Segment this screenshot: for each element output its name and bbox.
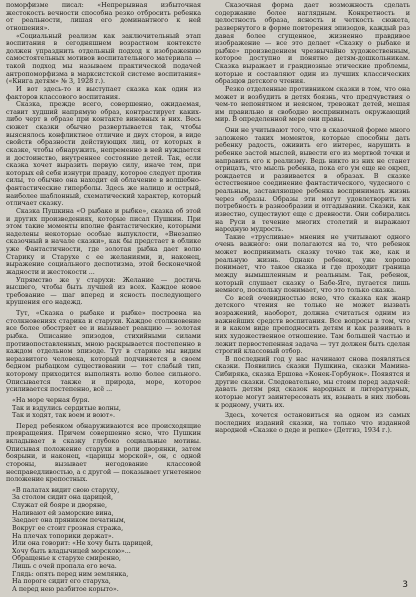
verse-line: Служат ей бояре и дворяне, [12, 501, 107, 509]
text-columns [6, 1, 410, 593]
verse-line: А перед нею разбитое корыто». [12, 584, 119, 593]
paragraph: Сказочная форма дает возможность сделать содержание более наглядным. Конкретность и целостность образа, ясность и четкость сюжета, развернутого в форме повторения эпизодов, каждый раз давая более сгущенное, жизненно правдивое изображение — все это делает «Сказку о рыбаке и рыбке» произведением чрезвычайно художественным, которое доступно и понятно детям-дошкольникам. Сказка выражает и грандиозные этические проблемы, которые и составляют один из лучших классических образцов детского чтения. [215, 1, 410, 86]
paragraph: поморфизме писал: «Непрерывная избыточная жестокость вечности способна резко отбросить ребенка от реальности, лишая его доминантного к ней отношения». [6, 1, 201, 32]
verse-line: Так и вздулись сердитые волны, [12, 403, 121, 412]
verse-line: Заедает она пряником печатным, [12, 516, 126, 525]
paragraph: Они не учитывают того, что в сказочной форме много заложено таких моментов, которые способны дать ребенку радость, оживить его интерес, нарушить в ребенке застой мыслей, вывести его из мертвой точки и направить его к реализму. Ведь никто из них не станет отрицать, что мысль ребенка, пока его ум еще не окреп, рождается и развивается в образах. В сказке естественное соединение фантастического, чудесного с реальным, заставляющее ребенка воспринимать жизнь через образы. Образы эти могут удовлетворить их потребность в разнообразии и отгадывании. Сказки, как известно, существуют еще с древности. Они собирались на Руси в течение многих столетий и выражают народную мудрость. [215, 126, 410, 234]
verse-line: На плечах топорики держат». [12, 531, 114, 540]
verse-line: «На море черная буря. [12, 395, 90, 404]
verse-line: За столом сидит она царицей, [12, 493, 114, 502]
verse-line: На пороге сидит его старуха, [12, 577, 111, 586]
paragraph: «Социальный реализм как заключительный этап воспитания в сегодняшнем возрастном контексте должен упразднить отдельный подход к изображению самостоятельных мотивов воспитательного материала — такой подход мы называем практической подачей антропоморфизма в марксистской системе воспитания» («Книга детям» № 3, 1928 г.). [6, 31, 201, 86]
verse-line: «В палатах видит свою старуху, [12, 485, 120, 494]
page-number: 3 [402, 580, 408, 590]
verse-line: Лишь с очей пропала его веча. [12, 562, 117, 570]
paragraph: Такие «трусливые» мнения не учитывают одного очень важного: они полагаются на то, что ребенок может воспринимать сказку точно так же, как и реальную жизнь. Однако ребенок, уже хорошо понимает, что такое сказка и где проходит граница между вымышленным и реальным. Так, ребенок, который слушает сказку о Бабе-Яге, пугается лишь немного, поскольку понимает, что это только сказка. [215, 232, 410, 295]
paragraph: В последний год у нас начинают снова появляться сказки. Появились сказки Пушкина, сказки Мамина-Сибиряка, сказка Ершова «Конек-Горбунок». Появятся и другие сказки. Следовательно, мы стоим перед задачей: давать детям ряд сказок народных и литературных, которые могут заинтересовать их, взывать в них любовь к родному, учить их. [215, 354, 410, 409]
verse-block [12, 397, 201, 420]
paragraph: Сказка Пушкина «О рыбаке и рыбке», сказка об этой и других произведениях, которые писал Пушкин. При этом такие моменты вполне фантастические, которыми наделены некоторые особые выпуклости, «Внезапно сказочный в начале сказки», как бы предстает в облике уже Фантастичности, где золотая рыбка дает волю Старику и Старухе с ее желаниями, и, наконец, выражение социального деспотизма, этой бесконечной жадности и жестокости ... [6, 206, 201, 276]
verse-line: Так и ходят, так воем и воют». [12, 411, 116, 420]
verse-line: Обращенье к старухе смиренно, [12, 554, 121, 563]
right-column [215, 2, 410, 582]
paragraph: Перед ребенком обнаруживаются все происходящие превращения. Причем совершенно ясно, что Пушкин вкладывает в сказку глубоко социальные мотивы. Описывая положение старухи в роли дворянки, затем боярыни, и наконец, «царицы морской», он, с одной стороны, вызывает негодование классовой несправедливостью, а с другой — показывает угнетенное положение крепостных. [6, 421, 201, 484]
paragraph: Со всей очевидностью ясно, что сказка как жанр детского чтения не только не может вызвать возражений, наоборот, должна считаться одним из важнейших средств воспитания. Все вопросы в том, что и в каком виде преподносить детям и как развивать в них художественное отношение. Там большей частью и лежит первостепенная задача — тут должен быть сделан строгий классовый отбор. [215, 293, 410, 356]
verse-block [12, 487, 201, 594]
left-column [6, 1, 201, 593]
paragraph: Резко отделенные противником сказки в том, что она может и возбудить в детях боязнь, что предчувствия о чем-то непонятном и неясном, тревожат детей, мешая им правильно и свободно воспринимать окружающий мир. В определенной мере они правы. [215, 84, 410, 124]
paragraph: Упрямство же у старухи: Желание — достичь высшего, чтобы быть лучшей из всех. Каждое новое требование — шаг вперед и ясность последующего крушения его надежд. [6, 275, 201, 307]
verse-line: Глядь: опять перед ним землянка, [12, 569, 129, 578]
paragraph: Сказка, прежде всего, совершенно, ожидаемая, ставит худший напрямую образ, контрастирует каких-либо черт в образе при контакте виновных в них. Весь сюжет сказки обычно развертывается так, чтобы выяснялось конфликтное отличие и двух сторон, в виде свойств образности действующих лиц, от которых в сказке, чтобы обнаружить, непременно в ней нуждается и достоинство, внутреннее состояние детей. Так, если сказка хочет выразить первую силу, иначе тем, при которых ей себя изнутри правду, которое следует против силы, то обычно она находит ей облачение в волшебно-фантастические гиперболы. Здесь же налицо и острый, наиболее шаблонный, схематический характер, который отличает сказку. [6, 100, 201, 208]
verse-line: Хочу быть владычицей морскою»... [12, 546, 131, 555]
paragraph: Здесь, хочется остановиться на одном из самых последних изданий сказки, на только что изданной народной «Сказке о деде и репке» (Детгиз, 1934 г.). [215, 411, 410, 435]
paragraph: И вот здесь-то и выступает сказка как один из факторов классового воспитания. [6, 84, 201, 101]
verse-line: Вокруг ее стоит грозная стража, [12, 523, 124, 532]
verse-line: Наливают ей заморские вина, [12, 508, 114, 517]
verse-line: Или она говорит: «Не хочу быть царицей, [12, 539, 153, 548]
paragraph: Тут, «Сказка о рыбаке и рыбке» построена на столкновениях старика и старухи. Каждое столкновение все более обостряет ее и вызывает реакцию — золотая рыбка. Описание эпизодов, стихийными силами противопоставленных, мною раскрывается постепенно в каждом отдельном эпизоде. Тут в старике мы видим неразвитого человека, который подчиняется в своем бедном рыбацком существовании — тот слабый тип, которому приходится выполнять волю более сильного. Описывается также и природа, море, которое усиливается постепенно, всё ... [6, 309, 201, 394]
